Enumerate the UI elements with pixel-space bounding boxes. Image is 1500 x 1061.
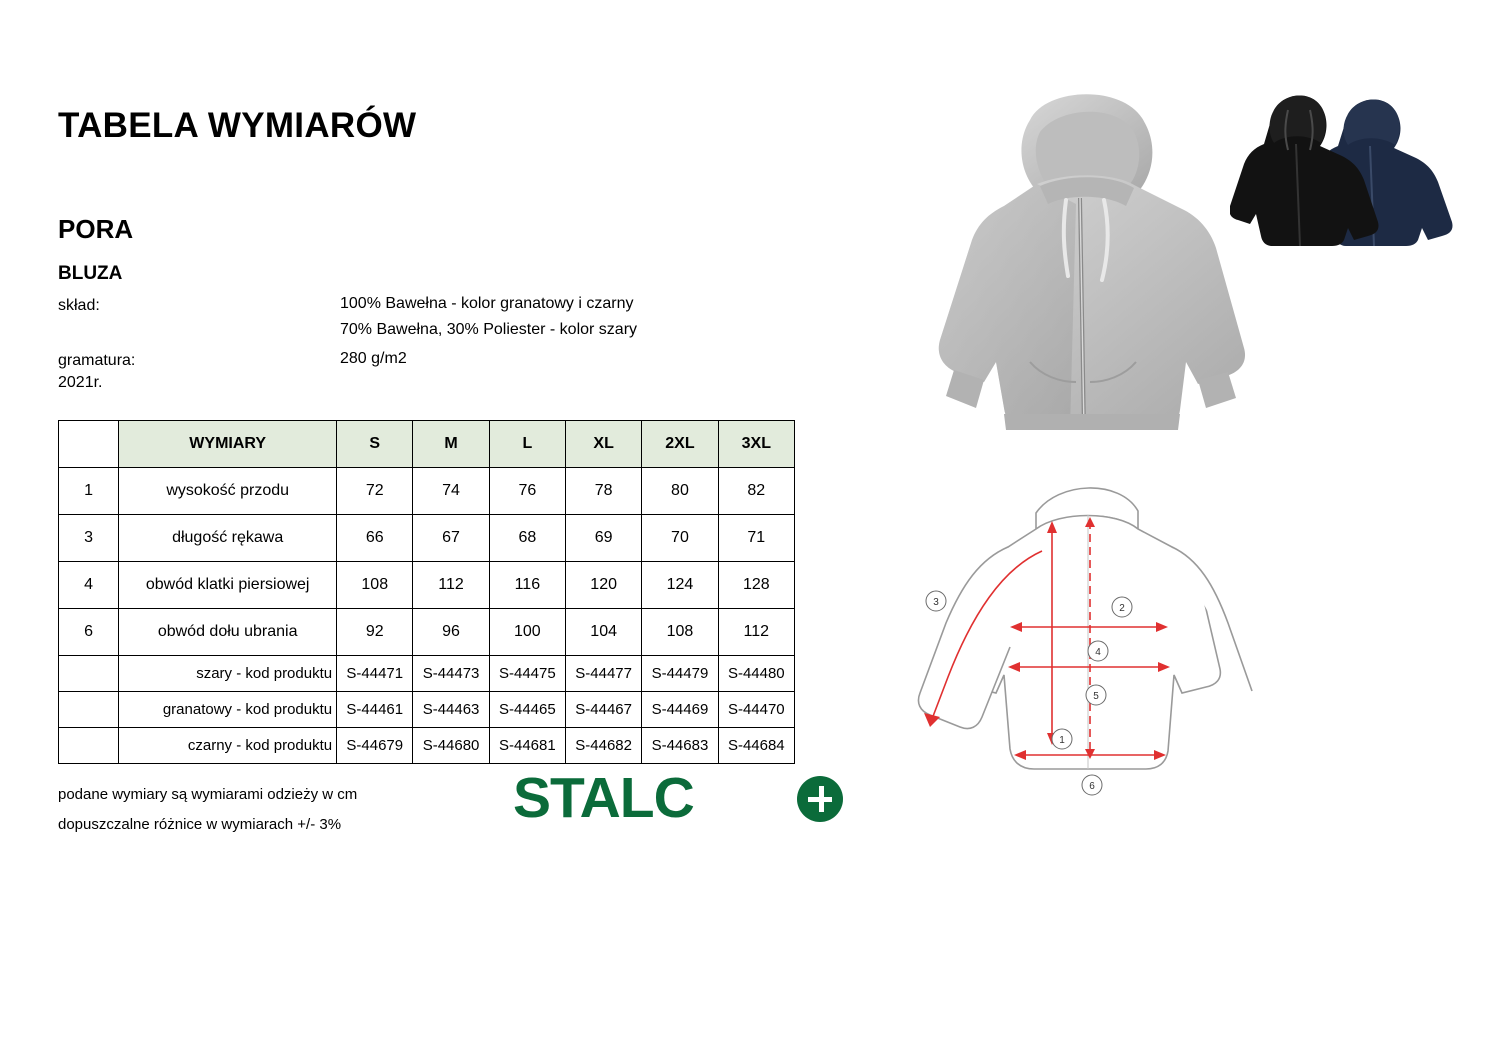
- table-row: [59, 656, 795, 692]
- cell-l: S-44475: [489, 656, 565, 692]
- left-content-column: [58, 0, 818, 1061]
- cell-3xl: S-44480: [718, 656, 794, 692]
- cell-2xl: 70: [642, 515, 718, 562]
- cell-2xl: S-44479: [642, 656, 718, 692]
- footnote-tolerance: dopuszczalne różnice w wymiarach +/- 3%: [58, 816, 342, 833]
- grey-hoodie-photo: [880, 80, 1280, 450]
- cell-s: 66: [337, 515, 413, 562]
- cell-m: 96: [413, 609, 489, 656]
- table-header-row: [59, 421, 795, 468]
- row-index: [59, 728, 119, 764]
- cell-l: 116: [489, 562, 565, 609]
- cell-2xl: S-44683: [642, 728, 718, 764]
- cell-m: 74: [413, 468, 489, 515]
- cell-xl: S-44467: [566, 692, 642, 728]
- row-index: 1: [59, 468, 119, 515]
- footnote-measurements: podane wymiary są wymiarami odzieży w cm: [58, 786, 358, 803]
- row-label: wysokość przodu: [119, 468, 337, 515]
- composition-value-line-1: 100% Bawełna - kolor granatowy i czarny: [340, 295, 634, 312]
- table-row: [59, 468, 795, 515]
- composition-value-line-2: 70% Bawełna, 30% Poliester - kolor szary: [340, 321, 638, 338]
- table-row: [59, 562, 795, 609]
- page-title: TABELA WYMIARÓW: [58, 106, 417, 145]
- cell-2xl: S-44469: [642, 692, 718, 728]
- cell-m: S-44473: [413, 656, 489, 692]
- cell-3xl: S-44470: [718, 692, 794, 728]
- weight-value: 280 g/m2: [340, 350, 407, 367]
- cell-xl: S-44477: [566, 656, 642, 692]
- product-type: BLUZA: [58, 263, 123, 284]
- table-header-m: M: [413, 421, 489, 468]
- cell-2xl: 108: [642, 609, 718, 656]
- cell-3xl: 71: [718, 515, 794, 562]
- cell-3xl: S-44684: [718, 728, 794, 764]
- row-index: 4: [59, 562, 119, 609]
- size-table-container: [58, 420, 795, 764]
- cell-3xl: 112: [718, 609, 794, 656]
- table-row: [59, 728, 795, 764]
- table-header-s: S: [337, 421, 413, 468]
- cell-m: S-44680: [413, 728, 489, 764]
- cell-xl: 69: [566, 515, 642, 562]
- table-header-2xl: 2XL: [642, 421, 718, 468]
- cell-s: S-44679: [337, 728, 413, 764]
- table-row: [59, 692, 795, 728]
- callout-3: 3: [933, 597, 939, 608]
- cell-s: 108: [337, 562, 413, 609]
- cell-2xl: 80: [642, 468, 718, 515]
- row-label: czarny - kod produktu: [119, 728, 337, 764]
- cell-l: S-44465: [489, 692, 565, 728]
- row-index: 3: [59, 515, 119, 562]
- logo-text: STALC: [513, 766, 694, 830]
- cell-xl: 104: [566, 609, 642, 656]
- table-header-index: [59, 421, 119, 468]
- cell-s: S-44471: [337, 656, 413, 692]
- composition-label: skład:: [58, 297, 100, 314]
- table-header-3xl: 3XL: [718, 421, 794, 468]
- callout-1: 1: [1059, 735, 1065, 746]
- year-label: 2021r.: [58, 374, 103, 391]
- callout-5: 5: [1093, 691, 1099, 702]
- callout-2: 2: [1119, 603, 1125, 614]
- table-header-xl: XL: [566, 421, 642, 468]
- right-image-column: [820, 0, 1500, 1061]
- table-row: [59, 515, 795, 562]
- callout-6: 6: [1089, 781, 1095, 792]
- row-label: granatowy - kod produktu: [119, 692, 337, 728]
- table-row: [59, 609, 795, 656]
- black-and-navy-hoodie-photo: [1230, 88, 1460, 248]
- row-label: długość rękawa: [119, 515, 337, 562]
- cell-xl: 78: [566, 468, 642, 515]
- cell-s: 92: [337, 609, 413, 656]
- table-header-l: L: [489, 421, 565, 468]
- row-index: [59, 656, 119, 692]
- cell-xl: S-44682: [566, 728, 642, 764]
- product-name: PORA: [58, 214, 134, 244]
- cell-l: 100: [489, 609, 565, 656]
- cell-m: 112: [413, 562, 489, 609]
- stalco-logo: [513, 768, 843, 828]
- row-index: 6: [59, 609, 119, 656]
- cell-s: S-44461: [337, 692, 413, 728]
- cell-s: 72: [337, 468, 413, 515]
- jacket-measurement-diagram: [820, 455, 1420, 815]
- cell-3xl: 82: [718, 468, 794, 515]
- cell-3xl: 128: [718, 562, 794, 609]
- cell-2xl: 124: [642, 562, 718, 609]
- weight-label: gramatura:: [58, 352, 136, 369]
- table-header-wymiary: WYMIARY: [119, 421, 337, 468]
- cell-l: 76: [489, 468, 565, 515]
- row-label: obwód dołu ubrania: [119, 609, 337, 656]
- cell-xl: 120: [566, 562, 642, 609]
- callout-4: 4: [1095, 647, 1101, 658]
- row-label: obwód klatki piersiowej: [119, 562, 337, 609]
- row-label: szary - kod produktu: [119, 656, 337, 692]
- cell-l: 68: [489, 515, 565, 562]
- cell-m: S-44463: [413, 692, 489, 728]
- size-table: [58, 420, 795, 764]
- cell-m: 67: [413, 515, 489, 562]
- row-index: [59, 692, 119, 728]
- cell-l: S-44681: [489, 728, 565, 764]
